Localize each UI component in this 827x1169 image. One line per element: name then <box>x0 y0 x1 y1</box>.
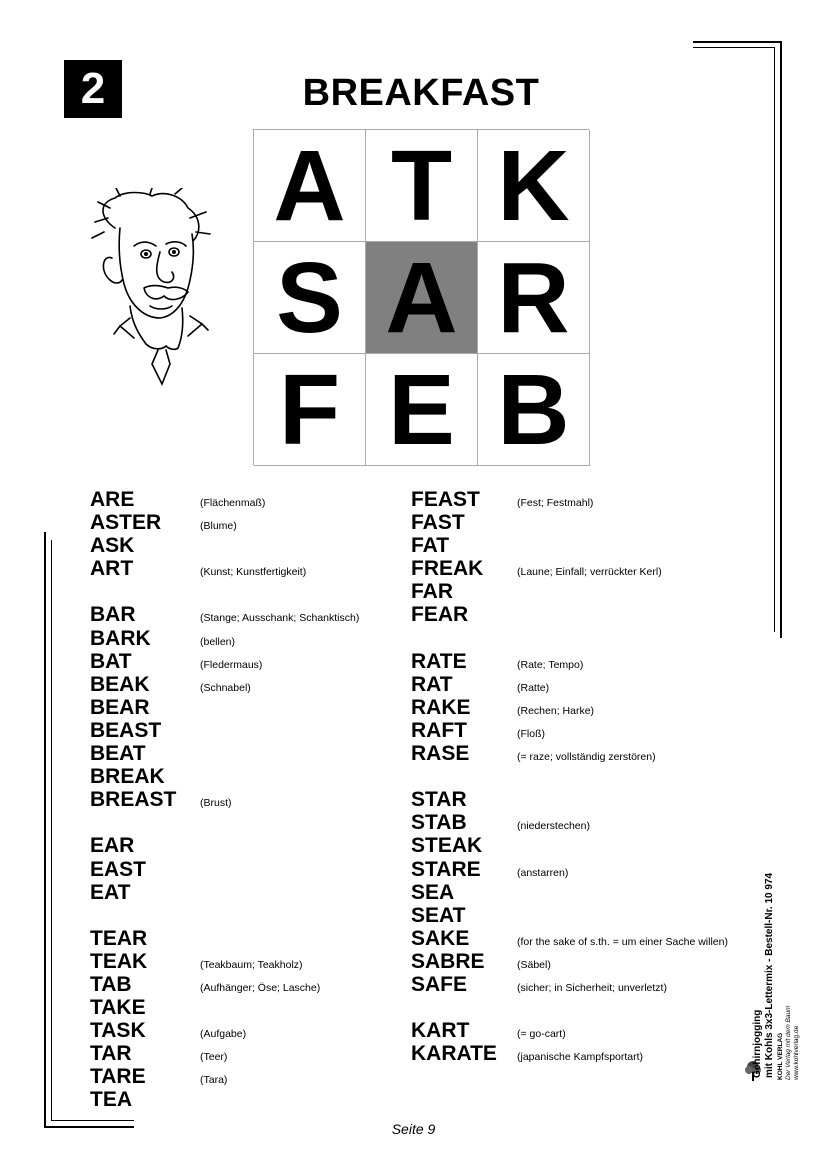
word-translation: (Rate; Tempo) <box>517 658 584 671</box>
word-text: TEAR <box>90 926 148 950</box>
word-entry <box>90 673 359 696</box>
side-order-number: mit Kohls 3x3-Lettermix - Bestell-Nr. 10 974 <box>764 872 775 1078</box>
grid-cell: R <box>478 242 590 354</box>
word-text: KARATE <box>411 1042 497 1066</box>
word-text: KART <box>411 1019 470 1043</box>
word-text: TARE <box>90 1065 146 1089</box>
word-translation: (Kunst; Kunstfertigkeit) <box>200 566 307 579</box>
word-text: TAKE <box>90 996 146 1020</box>
word-text: BARK <box>90 626 151 650</box>
side-publisher-block <box>777 1005 801 1080</box>
word-text: TAR <box>90 1042 132 1066</box>
word-text: FAR <box>411 580 453 604</box>
side-series-title: Gehirnjogging <box>752 1009 763 1078</box>
word-entry <box>90 534 359 557</box>
word-entry <box>411 627 728 650</box>
page-footer: Seite 9 <box>391 1121 436 1137</box>
word-list-right <box>411 488 728 1065</box>
word-text: TEA <box>90 1088 132 1112</box>
word-translation: (Rechen; Harke) <box>517 704 595 717</box>
word-translation: (bellen) <box>200 635 236 648</box>
word-translation: (Teakbaum; Teakholz) <box>200 958 303 971</box>
portrait-sketch-illustration <box>90 188 215 388</box>
word-entry <box>90 719 359 742</box>
word-entry <box>411 834 728 857</box>
grid-cell: T <box>366 130 478 242</box>
word-entry <box>411 973 728 996</box>
side-publisher-info <box>752 873 776 1078</box>
word-text: FEAR <box>411 603 469 627</box>
word-translation: (Teer) <box>200 1051 228 1064</box>
word-translation: (= go-cart) <box>517 1028 566 1041</box>
word-text: SAKE <box>411 926 470 950</box>
word-text: BEAK <box>90 672 150 696</box>
publisher-name: KOHL VERLAG <box>777 1032 784 1080</box>
word-entry <box>411 696 728 719</box>
word-entry <box>411 511 728 534</box>
word-text: ARE <box>90 488 135 511</box>
frame-left-line-outer <box>44 532 46 1127</box>
word-translation: (Fest; Festmahl) <box>517 497 594 509</box>
word-entry <box>90 788 359 811</box>
word-entry <box>411 904 728 927</box>
word-entry <box>90 1065 359 1088</box>
word-entry <box>90 950 359 973</box>
word-entry <box>411 650 728 673</box>
word-entry <box>90 1088 359 1111</box>
word-entry <box>411 996 728 1019</box>
word-entry <box>411 580 728 603</box>
frame-right-line-outer <box>780 41 782 638</box>
word-text: SEA <box>411 880 455 904</box>
word-text: BAT <box>90 649 132 673</box>
grid-cell: B <box>478 354 590 466</box>
publisher-slogan: Der Verlag mit dem Baum <box>785 1005 792 1080</box>
word-text: SEAT <box>411 903 466 927</box>
word-translation: (Stange; Ausschank; Schanktisch) <box>200 612 360 625</box>
word-entry <box>411 811 728 834</box>
word-entry <box>411 557 728 580</box>
word-text: BEAR <box>90 695 150 719</box>
word-entry <box>90 557 359 580</box>
word-text: BEAT <box>90 742 146 766</box>
word-translation: (Aufhänger; Öse; Lasche) <box>200 981 321 994</box>
word-entry <box>90 742 359 765</box>
word-text: RAT <box>411 672 453 696</box>
word-translation: (for the sake of s.th. = um einer Sache willen) <box>517 935 728 948</box>
word-entry <box>90 511 359 534</box>
page-number-badge: 2 <box>64 60 122 118</box>
word-entry <box>411 742 728 765</box>
word-translation: (= raze; vollständig zerstören) <box>517 751 656 764</box>
word-entry <box>411 719 728 742</box>
word-text: BAR <box>90 603 136 627</box>
word-entry <box>411 488 728 511</box>
word-translation: (Brust) <box>200 797 232 810</box>
letter-grid <box>253 129 589 465</box>
grid-cell-center: A <box>366 242 478 354</box>
frame-top-line-outer <box>693 41 781 43</box>
publisher-url: www.kohlverlag.de <box>793 1025 800 1080</box>
grid-cell: K <box>478 130 590 242</box>
word-text: STEAK <box>411 834 483 858</box>
word-entry <box>90 834 359 857</box>
word-entry <box>90 904 359 927</box>
word-entry <box>411 858 728 881</box>
word-entry <box>90 811 359 834</box>
word-translation: (niederstechen) <box>517 820 590 833</box>
word-entry <box>90 1042 359 1065</box>
word-translation: (Floß) <box>517 727 545 740</box>
word-text: TEAK <box>90 949 148 973</box>
word-text: ASK <box>90 534 135 558</box>
word-text: TASK <box>90 1019 146 1043</box>
word-entry <box>90 603 359 626</box>
word-translation: (Aufgabe) <box>200 1028 247 1041</box>
page-title: BREAKFAST <box>302 72 540 114</box>
word-translation: (Fledermaus) <box>200 658 263 671</box>
word-entry <box>90 858 359 881</box>
word-text: ASTER <box>90 511 162 535</box>
word-translation: (Schnabel) <box>200 681 251 694</box>
frame-top-line-inner <box>693 47 775 48</box>
frame-left-line-inner <box>51 540 52 1120</box>
word-entry <box>90 973 359 996</box>
word-translation: (Laune; Einfall; verrückter Kerl) <box>517 566 662 579</box>
word-text: BEAST <box>90 718 162 742</box>
word-entry <box>411 603 728 626</box>
grid-cell: E <box>366 354 478 466</box>
word-entry <box>411 1042 728 1065</box>
word-translation: (Tara) <box>200 1074 228 1087</box>
word-entry <box>411 765 728 788</box>
word-entry <box>90 1019 359 1042</box>
word-entry <box>411 534 728 557</box>
word-text: STAB <box>411 811 467 835</box>
word-translation: (japanische Kampfsportart) <box>517 1051 644 1064</box>
word-entry <box>90 650 359 673</box>
word-entry <box>411 788 728 811</box>
word-text: BREAK <box>90 765 165 789</box>
frame-right-line-inner <box>774 47 775 632</box>
word-entry <box>90 488 359 511</box>
word-translation: (Säbel) <box>517 958 551 971</box>
word-entry <box>411 1019 728 1042</box>
word-entry <box>90 580 359 603</box>
word-entry <box>411 927 728 950</box>
word-text: EAST <box>90 857 147 881</box>
word-text: EAR <box>90 834 135 858</box>
grid-cell: F <box>254 354 366 466</box>
word-text: SAFE <box>411 972 468 996</box>
word-list-left <box>90 488 359 1112</box>
word-entry <box>90 765 359 788</box>
word-text: EAT <box>90 880 131 904</box>
word-translation: (Blume) <box>200 520 237 533</box>
word-text: SABRE <box>411 949 485 973</box>
word-text: FREAK <box>411 557 484 581</box>
word-entry <box>90 996 359 1019</box>
word-text: RAFT <box>411 718 467 742</box>
word-entry <box>411 673 728 696</box>
grid-cell: S <box>254 242 366 354</box>
word-text: RAKE <box>411 695 471 719</box>
word-entry <box>90 881 359 904</box>
word-text: STAR <box>411 788 467 812</box>
word-text: STARE <box>411 857 481 881</box>
word-text: FAT <box>411 534 450 558</box>
word-translation: (sicher; in Sicherheit; unverletzt) <box>517 981 667 994</box>
word-entry <box>90 927 359 950</box>
grid-cell: A <box>254 130 366 242</box>
word-entry <box>411 881 728 904</box>
word-text: FAST <box>411 511 465 535</box>
word-translation: (Ratte) <box>517 681 550 694</box>
word-translation: (Flächenmaß) <box>200 497 266 509</box>
word-text: ART <box>90 557 134 581</box>
word-entry <box>411 950 728 973</box>
word-text: RATE <box>411 649 467 673</box>
word-text: TAB <box>90 972 132 996</box>
word-entry <box>90 627 359 650</box>
word-text: BREAST <box>90 788 177 812</box>
word-text: RASE <box>411 742 470 766</box>
word-translation: (anstarren) <box>517 866 569 879</box>
word-entry <box>90 696 359 719</box>
word-text: FEAST <box>411 488 480 511</box>
